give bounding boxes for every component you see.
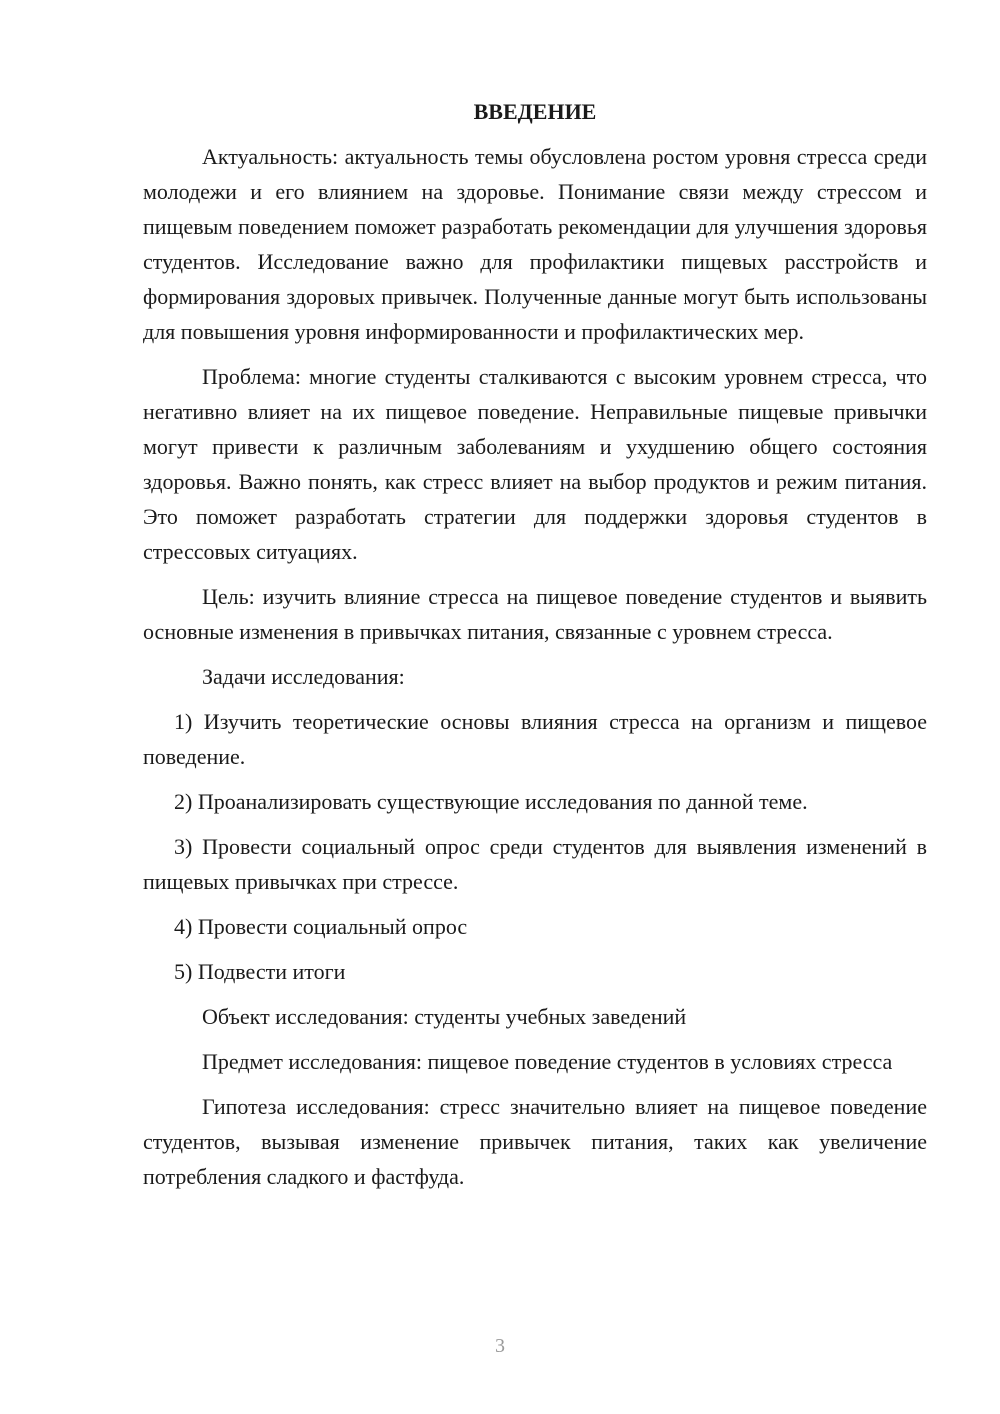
task-item-3: 3) Провести социальный опрос среди студентов для выявления изменений в пищевых привычках при стрессе. xyxy=(143,834,927,894)
paragraph-goal: Цель: изучить влияние стресса на пищевое поведение студентов и выявить основные изменения в привычках питания, связанные с уровнем стресса. xyxy=(143,584,927,644)
page-content xyxy=(143,94,927,1204)
paragraph-problem: Проблема: многие студенты сталкиваются с высоким уровнем стресса, что негативно влияет на их пищевое поведение. Неправильные пищевые привычки могут привести к различным заболеваниям и ухудшению общего состояния здоровья. Важно понять, как стресс влияет на выбор продуктов и режим питания. Это поможет разработать стратегии для поддержки здоровья студентов в стрессовых ситуациях. xyxy=(143,364,927,564)
paragraph-tasks-intro: Задачи исследования: xyxy=(202,664,405,689)
task-item-1: 1) Изучить теоретические основы влияния стресса на организм и пищевое поведение. xyxy=(143,709,927,769)
task-item-4: 4) Провести социальный опрос xyxy=(174,914,468,939)
task-item-2: 2) Проанализировать существующие исследования по данной теме. xyxy=(174,789,808,814)
paragraph-relevance: Актуальность: актуальность темы обусловлена ростом уровня стресса среди молодежи и его влиянием на здоровье. Понимание связи между стрессом и пищевым поведением поможет разработать рекомендации для улучшения здоровья студентов. Исследование важно для профилактики пищевых расстройств и формирования здоровых привычек. Полученные данные могут быть использованы для повышения уровня информированности и профилактических мер. xyxy=(143,144,927,344)
task-item-5: 5) Подвести итоги xyxy=(174,959,346,984)
paragraph-object: Объект исследования: студенты учебных заведений xyxy=(202,1004,687,1029)
paragraph-hypothesis: Гипотеза исследования: стресс значительно влияет на пищевое поведение студентов, вызывая изменение привычек питания, таких как увеличение потребления сладкого и фастфуда. xyxy=(143,1094,927,1189)
section-heading: ВВЕДЕНИЕ xyxy=(473,99,597,124)
paragraph-subject: Предмет исследования: пищевое поведение студентов в условиях стресса xyxy=(202,1049,893,1074)
page-number: 3 xyxy=(495,1335,505,1357)
